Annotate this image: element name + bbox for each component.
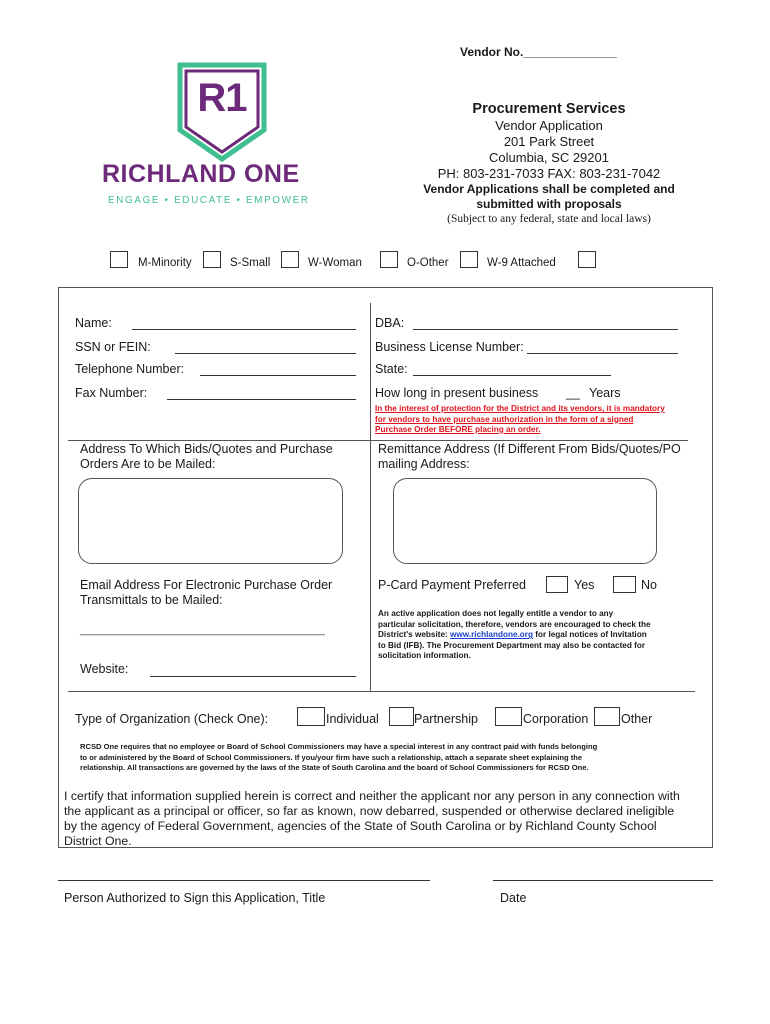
certification-line: by the agency of Federal Government, agencies of the State of South Carolina or by Richland County School [64, 819, 657, 833]
form-title: Vendor Application [495, 118, 603, 133]
signature-input[interactable] [58, 880, 430, 881]
notice-line-1: Vendor Applications shall be completed and [423, 182, 675, 196]
website-label: Website: [80, 662, 129, 676]
rcsd-notice [80, 742, 597, 774]
header-block [400, 100, 698, 227]
section-divider-lower [68, 691, 695, 692]
po-notice-line: for vendors to have purchase authorization in the form of a signed [375, 414, 634, 424]
pcard-no-label: No [641, 578, 657, 592]
partnership-checkbox[interactable] [389, 707, 414, 726]
name-input[interactable] [132, 329, 356, 330]
email-label [80, 578, 332, 608]
minority-label: M-Minority [138, 257, 192, 269]
street-address: 201 Park Street [503, 134, 595, 149]
district-website-link[interactable]: www.richlandone.org [450, 630, 533, 640]
phone-fax: PH: 803-231-7033 FAX: 803-231-7042 [437, 166, 661, 181]
logo-name: RICHLAND ONE [102, 160, 300, 188]
po-notice-line: Purchase Order BEFORE placing an order. [375, 425, 541, 434]
certification-line: the applicant as a principal or officer, so far as known, now debarred, suspended or otherwise declared ineligible [64, 804, 675, 818]
city-address: Columbia, SC 29201 [489, 150, 609, 165]
logo-tagline: ENGAGE • EDUCATE • EMPOWER [108, 195, 310, 206]
business-license-input[interactable] [527, 353, 678, 354]
active-notice-line: particular solicitation, therefore, vendors are encouraged to check the [378, 619, 651, 629]
active-notice-line: solicitation information. [378, 651, 471, 661]
active-application-notice [378, 609, 651, 662]
ssn-input[interactable] [175, 353, 356, 354]
certification-line: I certify that information supplied herein is correct and neither the applicant nor any person in any connection with [64, 789, 680, 803]
rcsd-notice-line: RCSD One requires that no employee or Board of School Commissioners may have a special interest in any contract paid with funds belonging [80, 742, 598, 751]
vendor-number: Vendor No.______________ [460, 45, 617, 59]
partnership-label: Partnership [414, 712, 478, 726]
signature-label: Person Authorized to Sign this Application, Title [64, 891, 326, 905]
individual-label: Individual [326, 712, 379, 726]
po-notice-line: In the interest of protection for the District and its vendors, it is mandatory [375, 404, 665, 413]
w9-checkbox[interactable] [460, 251, 478, 268]
active-notice-line: An active application does not legally entitle a vendor to any [378, 609, 614, 618]
remittance-address-label [378, 442, 681, 472]
remittance-address-textarea[interactable] [393, 478, 657, 564]
subject-note: (Subject to any federal, state and local laws) [447, 213, 651, 225]
section-divider [68, 440, 688, 441]
remittance-address-label-line: Remittance Address (If Different From Bids/Quotes/PO [378, 442, 681, 456]
ssn-label: SSN or FEIN: [75, 340, 151, 354]
years-label: Years [589, 386, 621, 400]
certification-line: District One. [64, 834, 132, 848]
corporation-checkbox[interactable] [495, 707, 522, 726]
pcard-yes-checkbox[interactable] [546, 576, 568, 593]
certification-statement [64, 789, 680, 849]
active-notice-text: District's website: [378, 630, 451, 640]
mailing-address-label [80, 442, 333, 472]
notice-line-2: submitted with proposals [476, 197, 622, 211]
organization-type-label: Type of Organization (Check One): [75, 712, 269, 726]
pcard-label: P-Card Payment Preferred [378, 578, 526, 592]
small-label: S-Small [230, 257, 271, 269]
how-long-label: How long in present business [375, 386, 539, 400]
active-notice-line: to Bid (IFB). The Procurement Department may also be contacted for [378, 640, 646, 650]
department-title: Procurement Services [472, 101, 626, 117]
email-label-line: Transmittals to be Mailed: [80, 593, 223, 607]
years-input[interactable]: __ [566, 386, 580, 400]
remittance-address-label-line: mailing Address: [378, 457, 470, 471]
email-label-line: Email Address For Electronic Purchase Order [80, 578, 333, 592]
dba-label: DBA: [375, 316, 405, 330]
telephone-input[interactable] [200, 375, 356, 376]
other-category-checkbox[interactable] [380, 251, 398, 268]
woman-checkbox[interactable] [281, 251, 299, 268]
small-checkbox[interactable] [203, 251, 221, 268]
logo-shield-icon [176, 62, 268, 162]
other-category-label: O-Other [407, 257, 449, 269]
column-divider [370, 303, 371, 691]
email-input[interactable]: ________________________________________ [80, 624, 325, 636]
state-label: State: [375, 362, 408, 376]
other-org-checkbox[interactable] [594, 707, 620, 726]
minority-checkbox[interactable] [110, 251, 128, 268]
w9-attached-checkbox[interactable] [578, 251, 596, 268]
active-notice-text: for legal notices of Invitation [532, 630, 647, 640]
active-notice-line [378, 630, 651, 641]
name-label: Name: [75, 316, 112, 330]
po-notice [375, 404, 665, 436]
rcsd-notice-line: relationship. All transactions are governed by the laws of the State of South Carolina and the board of School Commissioners for RCSD One. [80, 763, 589, 773]
w9-label: W-9 Attached [487, 257, 556, 269]
mailing-address-textarea[interactable] [78, 478, 343, 564]
date-label: Date [500, 891, 527, 905]
fax-input[interactable] [167, 399, 356, 400]
individual-checkbox[interactable] [297, 707, 325, 726]
website-input[interactable] [150, 676, 356, 677]
pcard-no-checkbox[interactable] [613, 576, 636, 593]
mailing-address-label-line: Orders Are to be Mailed: [80, 457, 216, 471]
state-input[interactable] [413, 375, 611, 376]
pcard-yes-label: Yes [574, 578, 595, 592]
other-org-label: Other [621, 712, 653, 726]
corporation-label: Corporation [523, 712, 589, 726]
business-license-label: Business License Number: [375, 340, 524, 354]
woman-label: W-Woman [308, 257, 362, 269]
date-input[interactable] [493, 880, 713, 881]
rcsd-notice-line: to or administered by the Board of School Commissioners. If you/your firm have such a relationship, attach a separate sheet explaining the [80, 752, 583, 762]
fax-label: Fax Number: [75, 386, 148, 400]
mailing-address-label-line: Address To Which Bids/Quotes and Purchase [80, 442, 333, 456]
telephone-label: Telephone Number: [75, 362, 185, 376]
dba-input[interactable] [413, 329, 678, 330]
logo-mark: R1 [197, 76, 247, 120]
